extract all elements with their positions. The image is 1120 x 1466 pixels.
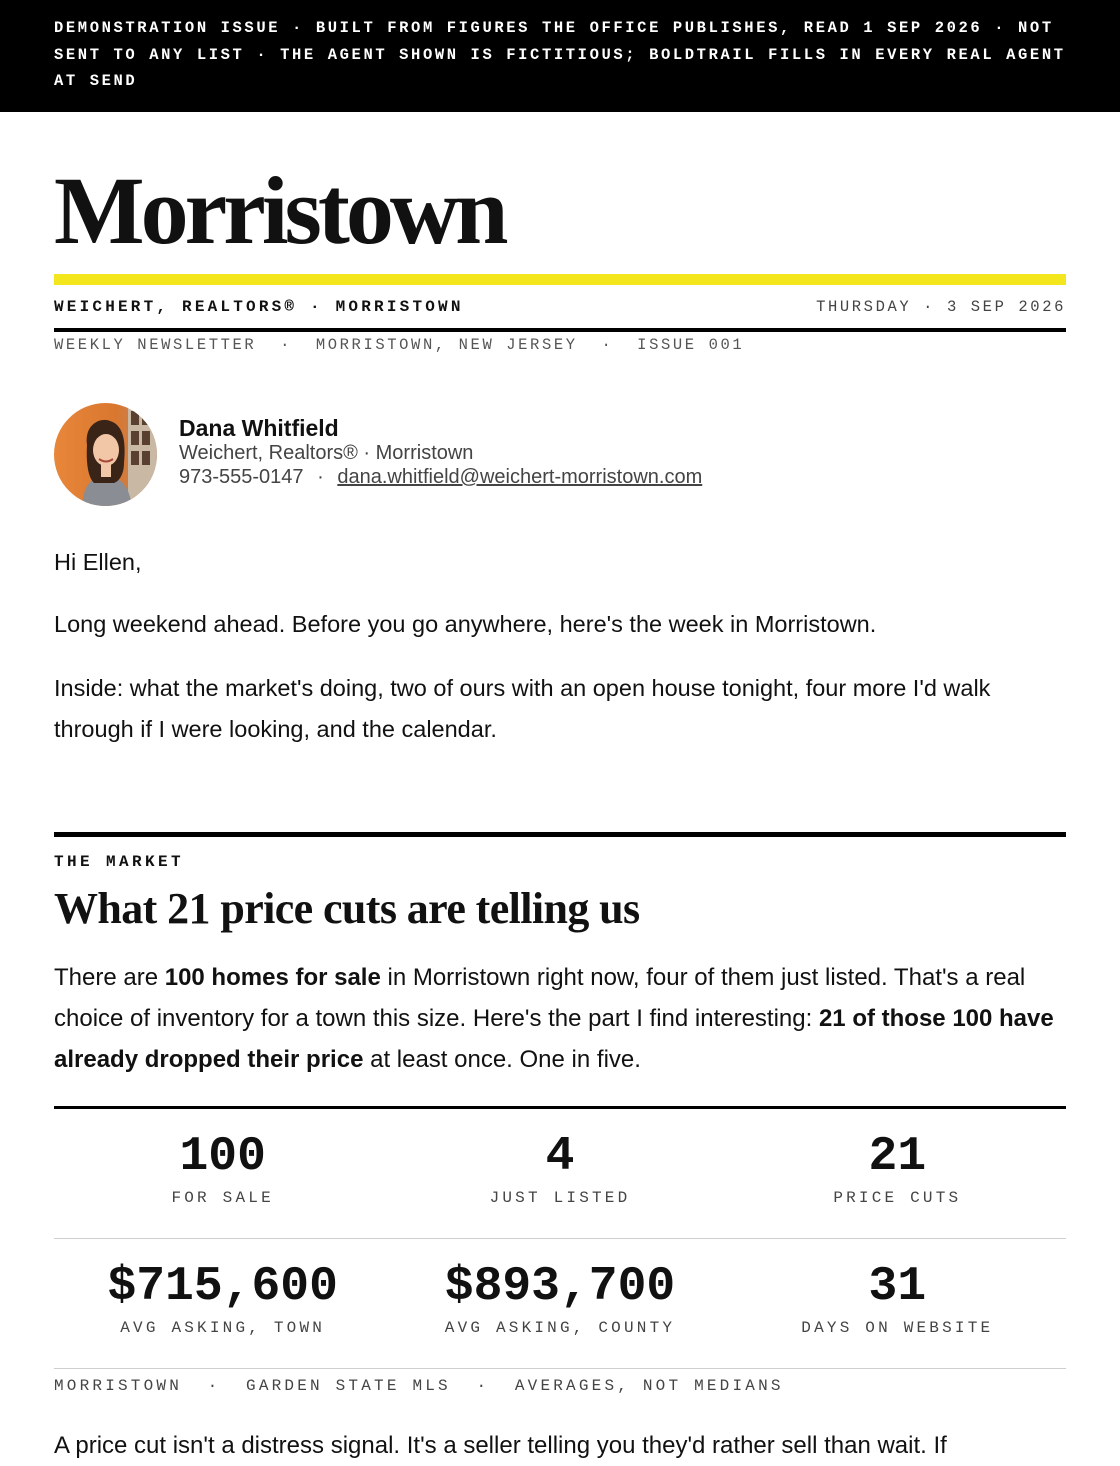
intro-paragraph: Long weekend ahead. Before you go anywhere, here's the week in Morristown.: [54, 611, 877, 637]
contact-separator: ·: [317, 466, 324, 488]
stat-price-cuts: [729, 1109, 1066, 1238]
stat-days-on-website: [729, 1239, 1066, 1368]
demo-banner: [0, 0, 1120, 112]
stat-label: PRICE CUTS: [833, 1189, 962, 1207]
agent-email-link[interactable]: dana.whitfield@weichert-morristown.com: [337, 466, 703, 488]
stat-label: AVG ASKING, COUNTY: [444, 1319, 676, 1337]
stat-value: 100: [179, 1130, 266, 1184]
letter: [54, 542, 1066, 750]
issue-subline: WEEKLY NEWSLETTER · MORRISTOWN, NEW JERSEY · ISSUE 001: [54, 336, 745, 354]
stat-just-listed: [391, 1109, 728, 1238]
stats-bottom-rule: [54, 1368, 1066, 1369]
stat-value: $715,600: [107, 1260, 338, 1314]
stat-value: 31: [868, 1260, 927, 1314]
section-kicker: THE MARKET: [54, 853, 185, 871]
stat-label: DAYS ON WEBSITE: [801, 1319, 994, 1337]
yellow-rule: [54, 274, 1066, 285]
brand-row: [54, 285, 1066, 328]
lede-emphasis: 21 of those 100 have already dropped their price: [54, 1005, 1054, 1073]
lede-text: at least once. One in five.: [363, 1046, 641, 1073]
stat-value: 4: [545, 1130, 575, 1184]
agent-photo: [54, 403, 157, 506]
greeting: Hi Ellen,: [54, 549, 142, 575]
section-headline: What 21 price cuts are telling us: [54, 884, 640, 933]
market-lede: [54, 957, 1066, 1080]
stat-avg-town: [54, 1239, 391, 1368]
section-rule: [54, 832, 1066, 837]
stat-label: FOR SALE: [171, 1189, 274, 1207]
lede-text: in Morristown right now, four of them just listed. That's a real choice of inventory for a town this size. Here's the part I find interesting:: [54, 964, 1026, 1032]
masthead-title: Morristown: [54, 157, 505, 264]
stat-value: 21: [868, 1130, 927, 1184]
agent-firm: Weichert, Realtors® · Morristown: [179, 442, 474, 464]
agent-card: [54, 403, 1066, 506]
agent-contact: [179, 465, 702, 489]
stat-label: AVG ASKING, TOWN: [120, 1319, 326, 1337]
stat-label: JUST LISTED: [489, 1189, 631, 1207]
stats-row: [54, 1109, 1066, 1238]
stat-for-sale: [54, 1109, 391, 1238]
stats-row: [54, 1238, 1066, 1368]
contents-paragraph: Inside: what the market's doing, two of ours with an open house tonight, four more I'd walk through if I were looking, and the calendar.: [54, 675, 991, 742]
lede-text: There are: [54, 964, 165, 991]
stats-source: MORRISTOWN · GARDEN STATE MLS · AVERAGES, NOT MEDIANS: [54, 1377, 784, 1395]
avatar: [54, 403, 157, 506]
agent-phone[interactable]: 973-555-0147: [179, 466, 304, 488]
agent-name: Dana Whitfield: [179, 415, 339, 441]
market-body-paragraph: A price cut isn't a distress signal. It's a seller telling you they'd rather sell than wait. If: [54, 1432, 947, 1459]
stat-value: $893,700: [444, 1260, 676, 1314]
issue-date: THURSDAY · 3 SEP 2026: [816, 297, 1066, 316]
masthead-rule: [54, 328, 1066, 332]
stat-avg-county: [391, 1239, 728, 1368]
newsletter-body: [0, 112, 1120, 1466]
lede-emphasis: 100 homes for sale: [164, 964, 381, 991]
banner-text: DEMONSTRATION ISSUE · BUILT FROM FIGURES THE OFFICE PUBLISHES, READ 1 SEP 2026 · NOT SENT TO ANY LIST · THE AGENT SHOWN IS FICTITIOUS; BOLDTRAIL FILLS IN EVERY REAL AGENT AT SEND: [54, 19, 1066, 90]
brand-name: WEICHERT, REALTORS® · MORRISTOWN: [54, 297, 464, 316]
